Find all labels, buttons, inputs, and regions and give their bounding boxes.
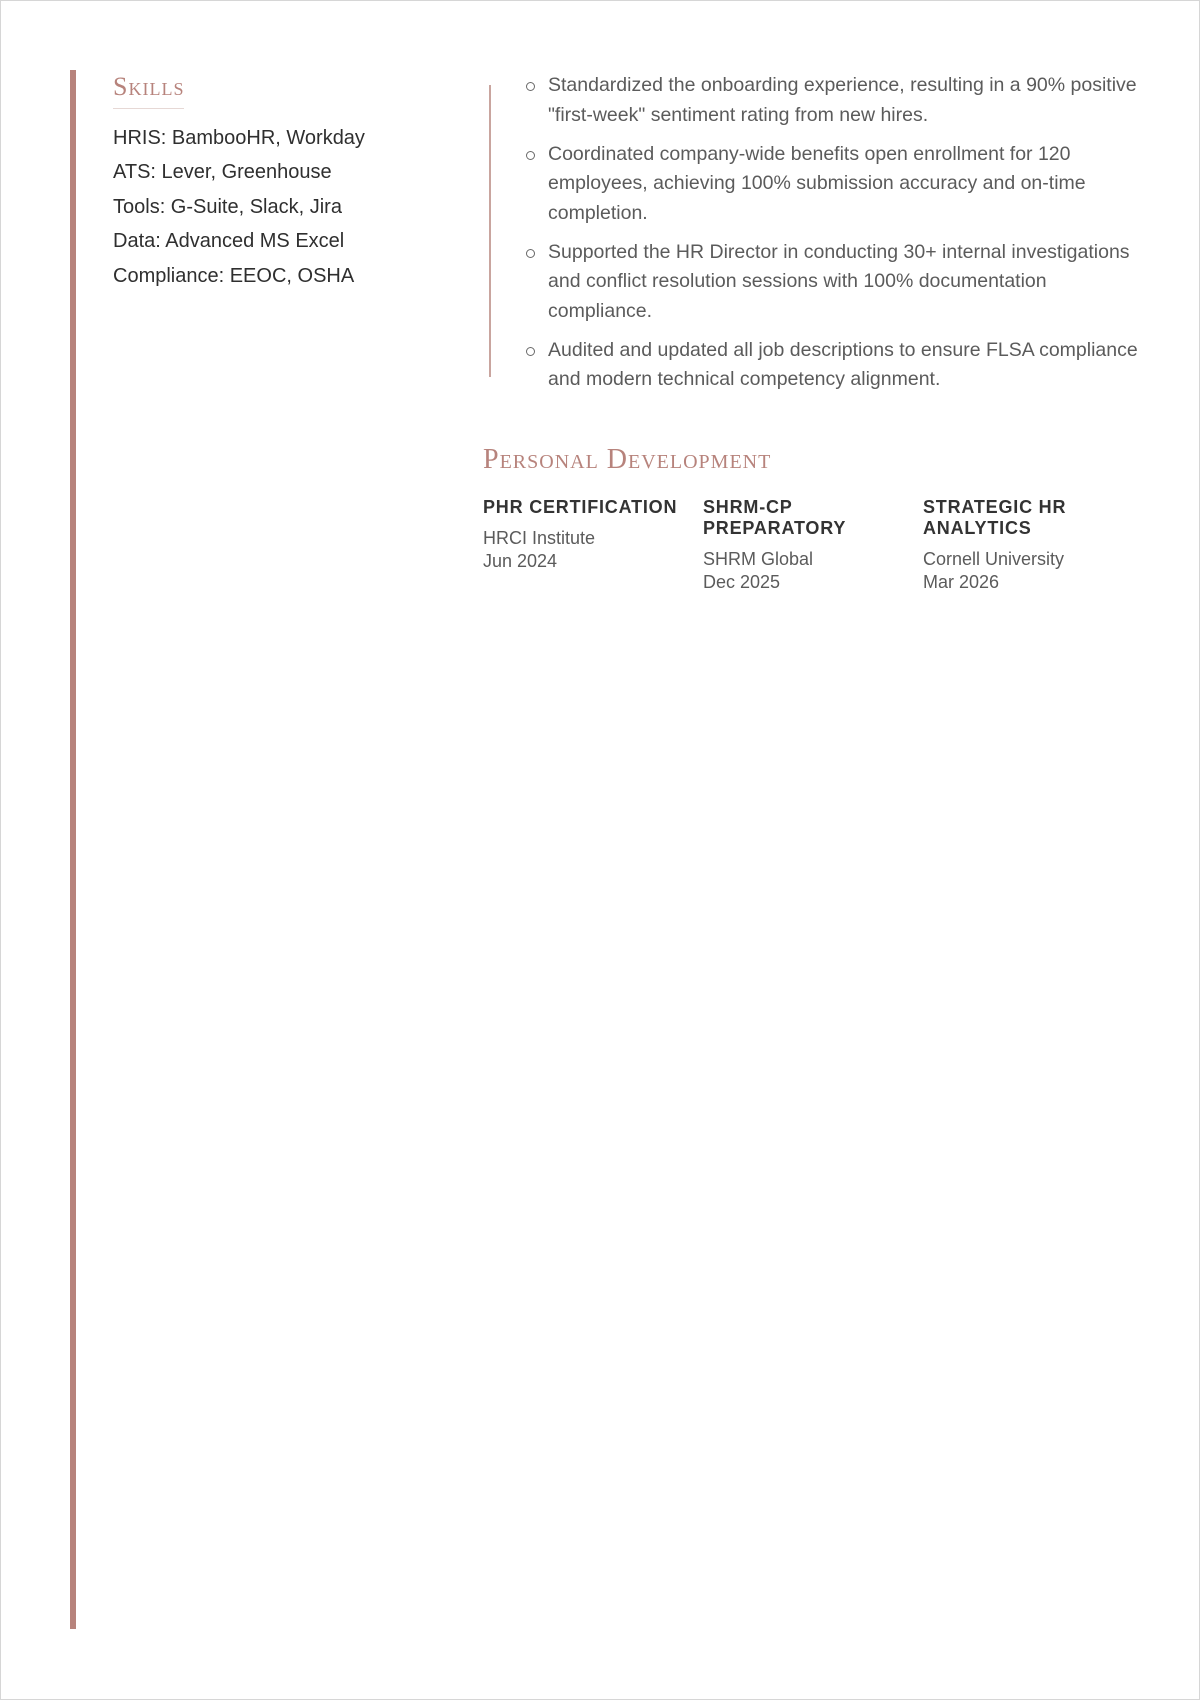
certification-date: Jun 2024 (483, 551, 558, 572)
bullet-list (548, 71, 1143, 395)
sidebar (113, 73, 433, 293)
main-content (483, 71, 1143, 594)
skill-item: ATS: Lever, Greenhouse (113, 161, 332, 184)
certification-item (483, 497, 703, 594)
experience-bullets (483, 71, 1143, 395)
skill-list (113, 121, 433, 294)
certification-date: Dec 2025 (703, 572, 781, 593)
certification-date: Mar 2026 (923, 572, 1000, 593)
certification-item (703, 497, 923, 594)
skill-item: Data: Advanced MS Excel (113, 230, 345, 253)
skill-item: Tools: G-Suite, Slack, Jira (113, 195, 342, 218)
certification-item (923, 497, 1143, 594)
certification-org: SHRM Global (703, 549, 814, 570)
skill-item: Compliance: EEOC, OSHA (113, 264, 355, 287)
experience-bullet: Supported the HR Director in conducting 30+ internal investigations and conflict resolution sessions with 100% documentation compliance. (548, 238, 1143, 327)
skill-item: HRIS: BambooHR, Workday (113, 126, 365, 149)
experience-bullet: Standardized the onboarding experience, resulting in a 90% positive "first-week" sentiment rating from new hires. (548, 71, 1143, 130)
accent-bar (70, 70, 76, 1629)
experience-bullet: Audited and updated all job descriptions to ensure FLSA compliance and modern technical competency alignment. (548, 336, 1143, 395)
skills-heading: Skills (113, 73, 184, 109)
certification-title: STRATEGIC HR ANALYTICS (923, 497, 1067, 539)
personal-development-heading: Personal Development (483, 443, 772, 475)
certification-title: PHR CERTIFICATION (483, 497, 678, 518)
certification-org: HRCI Institute (483, 528, 596, 549)
certification-title: SHRM-CP PREPARATORY (703, 497, 847, 539)
certification-org: Cornell University (923, 549, 1065, 570)
timeline-line (489, 85, 491, 377)
experience-bullet: Coordinated company-wide benefits open enrollment for 120 employees, achieving 100% submission accuracy and on-time completion. (548, 140, 1143, 229)
certification-grid (483, 497, 1143, 594)
